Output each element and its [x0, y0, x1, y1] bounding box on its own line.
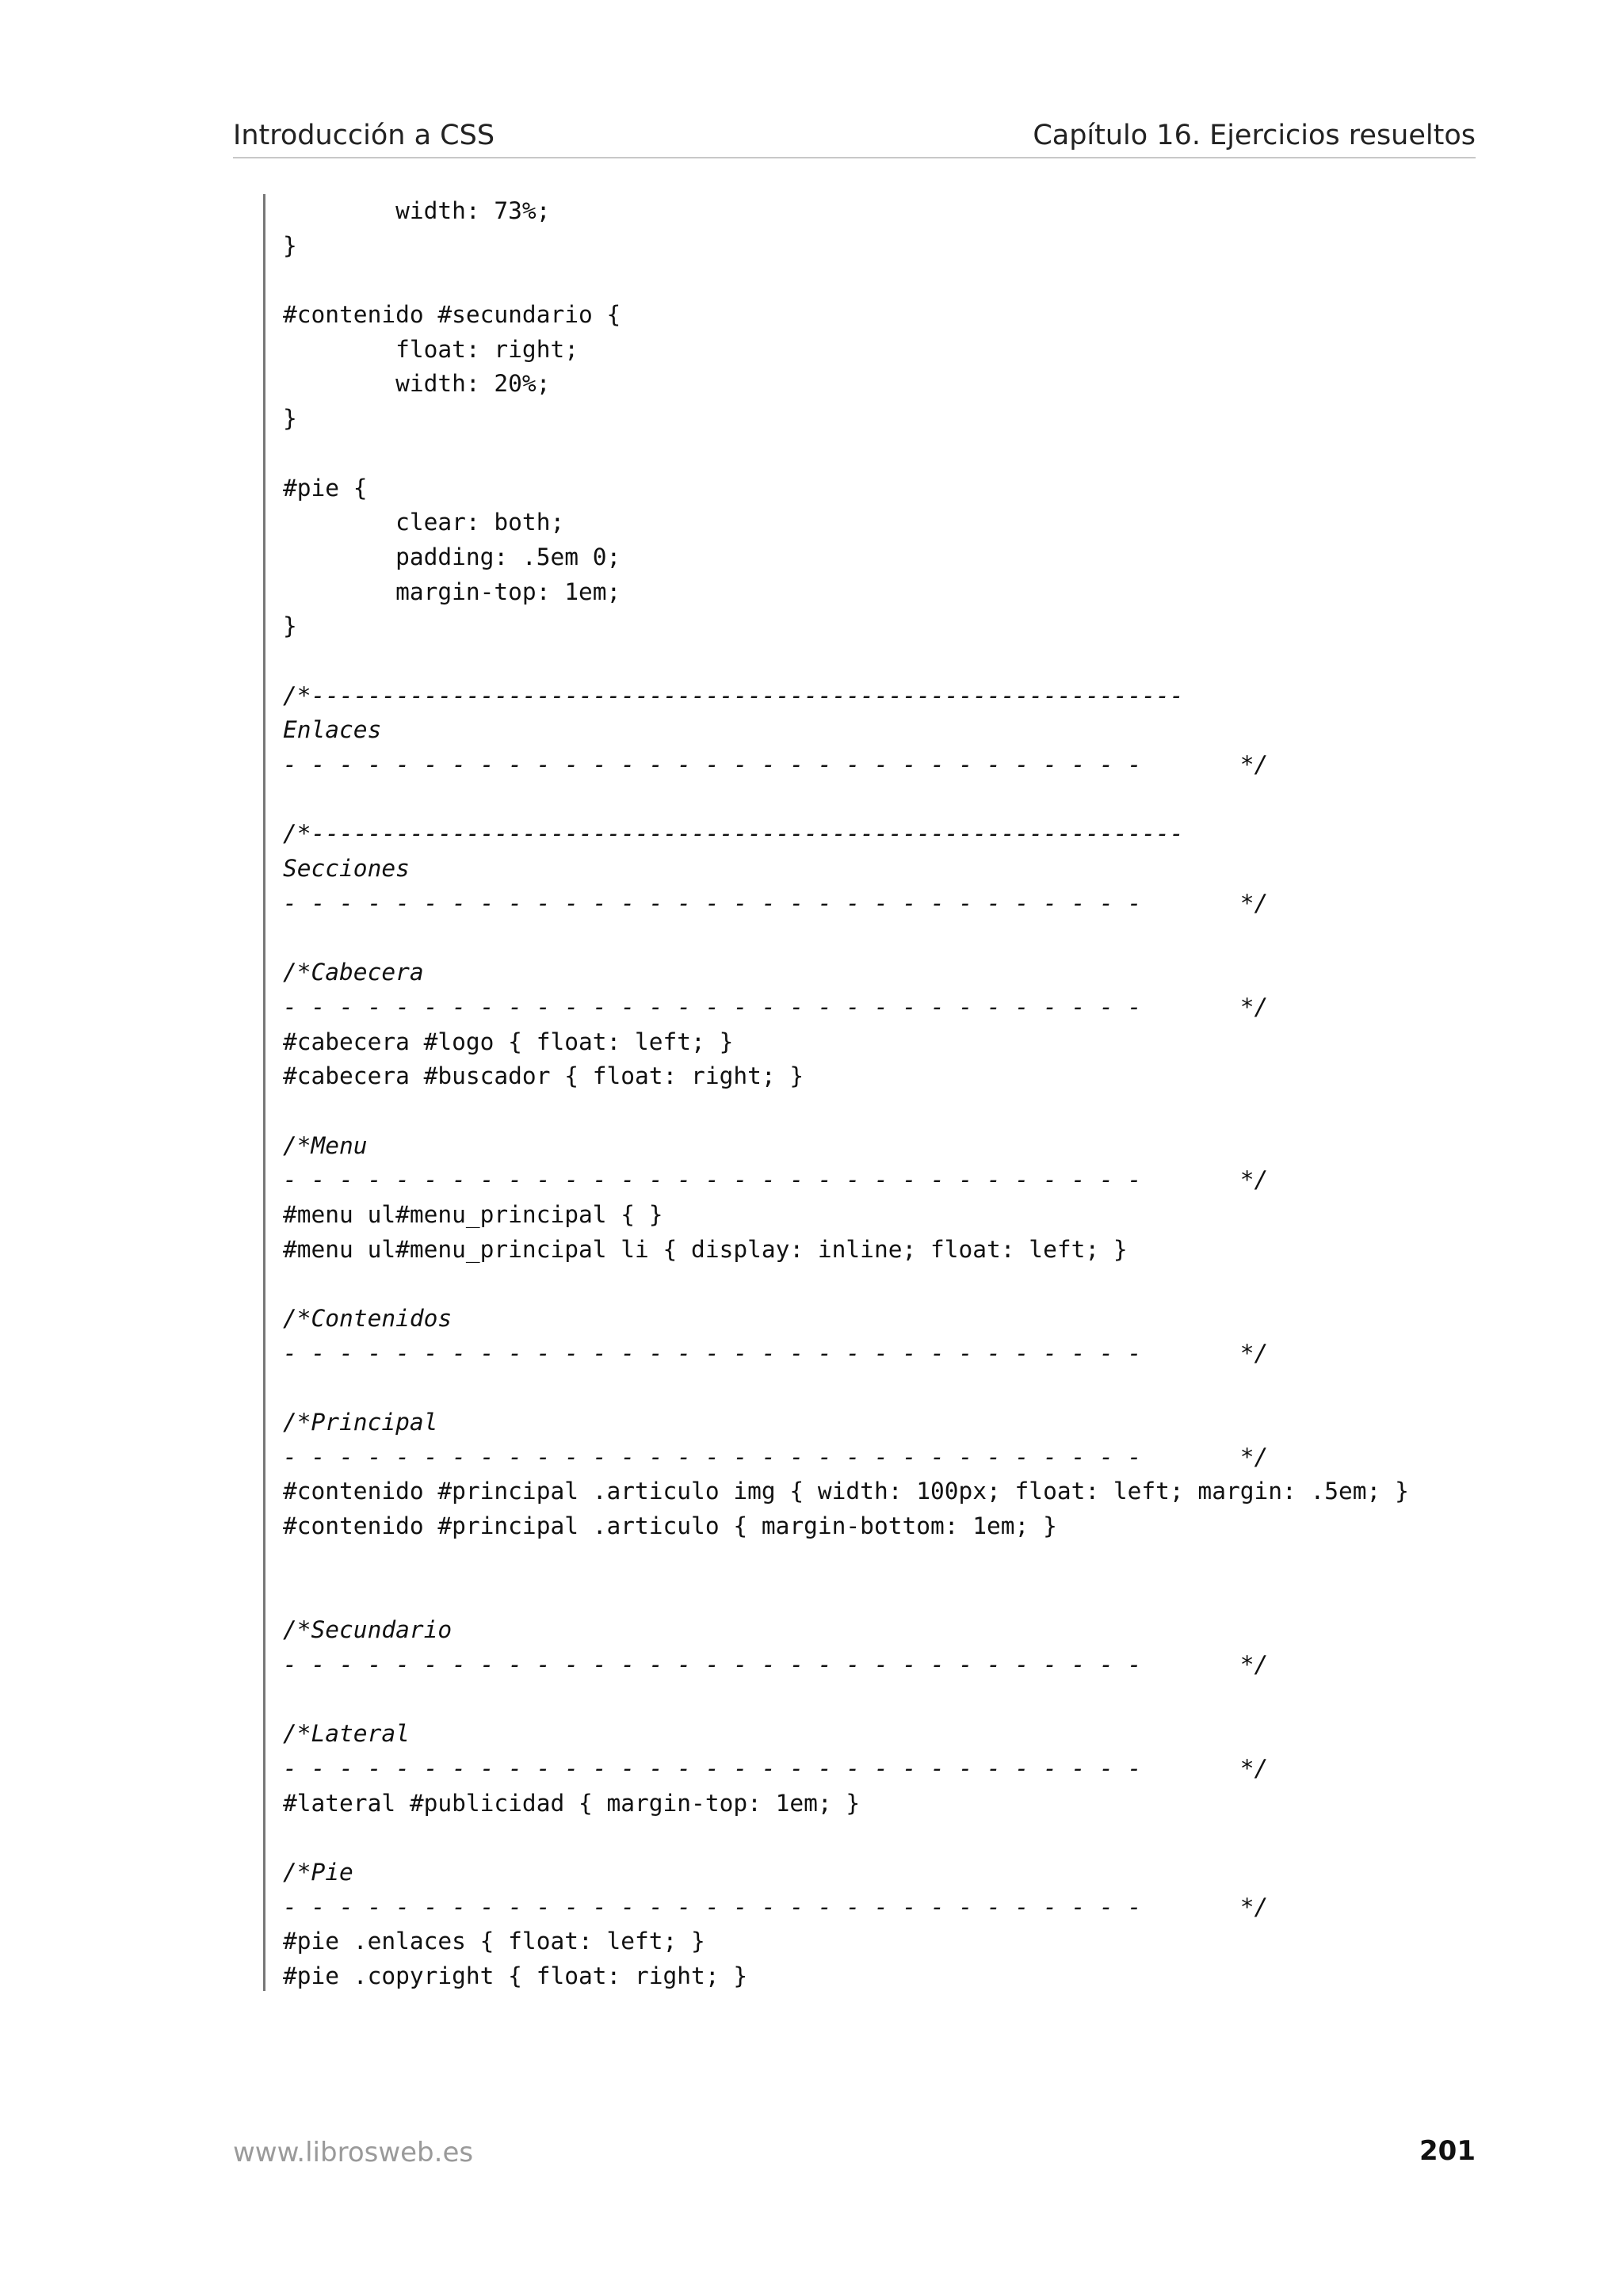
- code-line: [283, 644, 1409, 679]
- code-comment-line: /*Lateral: [283, 1720, 410, 1748]
- book-title: Introducción a CSS: [233, 120, 495, 151]
- code-comment-line: - - - - - - - - - - - - - - - - - - - - - - - - - - - - - - - */: [283, 1339, 1269, 1367]
- code-lines: [283, 194, 1409, 1994]
- code-comment-line: - - - - - - - - - - - - - - - - - - - - - - - - - - - - - - - */: [283, 751, 1269, 778]
- code-line: [283, 1579, 1409, 1614]
- code-line: #contenido #secundario {: [283, 301, 621, 329]
- code-line: #pie {: [283, 474, 368, 502]
- footer-url: www.librosweb.es: [233, 2137, 474, 2168]
- code-comment-line: /*Cabecera: [283, 959, 424, 986]
- code-comment-line: /*Secundario: [283, 1616, 453, 1644]
- code-comment-line: Enlaces: [283, 716, 382, 744]
- code-line: [283, 1544, 1409, 1579]
- code-line: width: 20%;: [283, 370, 551, 398]
- code-line: margin-top: 1em;: [283, 578, 621, 605]
- code-comment-line: /*Contenidos: [283, 1305, 453, 1332]
- code-line: #pie .copyright { float: right; }: [283, 1962, 748, 1990]
- code-line: [283, 921, 1409, 955]
- code-line: }: [283, 612, 297, 640]
- code-comment-line: /*--------------------------------------------------------------: [283, 820, 1184, 848]
- code-comment-line: - - - - - - - - - - - - - - - - - - - - - - - - - - - - - - - */: [283, 889, 1269, 917]
- code-line: #cabecera #logo { float: left; }: [283, 1028, 734, 1055]
- code-line: padding: .5em 0;: [283, 543, 621, 570]
- code-comment-line: /*Menu: [283, 1131, 368, 1159]
- code-comment-line: - - - - - - - - - - - - - - - - - - - - - - - - - - - - - - - */: [283, 1166, 1269, 1194]
- code-comment-line: - - - - - - - - - - - - - - - - - - - - - - - - - - - - - - - */: [283, 1754, 1269, 1782]
- code-line: [283, 437, 1409, 471]
- code-line: #lateral #publicidad { margin-top: 1em; }: [283, 1789, 861, 1817]
- code-line: [283, 263, 1409, 298]
- code-line: [283, 1094, 1409, 1129]
- code-line: #pie .enlaces { float: left; }: [283, 1928, 705, 1955]
- code-line: [283, 783, 1409, 818]
- page-header: [233, 117, 1476, 158]
- code-comment-line: /*--------------------------------------------------------------: [283, 681, 1184, 709]
- code-line: float: right;: [283, 335, 579, 363]
- code-line: width: 73%;: [283, 197, 551, 224]
- code-line: #menu ul#menu_principal li { display: inline; float: left; }: [283, 1235, 1128, 1263]
- code-line: [283, 1683, 1409, 1718]
- chapter-title: Capítulo 16. Ejercicios resueltos: [1033, 120, 1476, 151]
- code-comment-line: - - - - - - - - - - - - - - - - - - - - - - - - - - - - - - - */: [283, 993, 1269, 1020]
- code-line: [283, 1821, 1409, 1855]
- code-line: clear: both;: [283, 509, 565, 536]
- code-comment-line: /*Principal: [283, 1409, 438, 1436]
- code-comment-line: - - - - - - - - - - - - - - - - - - - - - - - - - - - - - - - */: [283, 1893, 1269, 1920]
- code-line: #contenido #principal .articulo { margin-bottom: 1em; }: [283, 1512, 1057, 1540]
- code-line: [283, 1371, 1409, 1405]
- code-listing: [263, 194, 1502, 1991]
- code-comment-line: - - - - - - - - - - - - - - - - - - - - - - - - - - - - - - - */: [283, 1650, 1269, 1678]
- code-comment-line: - - - - - - - - - - - - - - - - - - - - - - - - - - - - - - - */: [283, 1443, 1269, 1470]
- code-comment-line: /*Pie: [283, 1859, 353, 1886]
- code-line: #menu ul#menu_principal { }: [283, 1200, 663, 1228]
- code-line: #cabecera #buscador { float: right; }: [283, 1062, 804, 1090]
- code-line: #contenido #principal .articulo img { width: 100px; float: left; margin: .5em; }: [283, 1478, 1409, 1505]
- code-line: }: [283, 231, 297, 259]
- code-comment-line: Secciones: [283, 855, 410, 883]
- code-line: [283, 1267, 1409, 1302]
- page-number: 201: [1419, 2135, 1476, 2167]
- code-line: }: [283, 405, 297, 433]
